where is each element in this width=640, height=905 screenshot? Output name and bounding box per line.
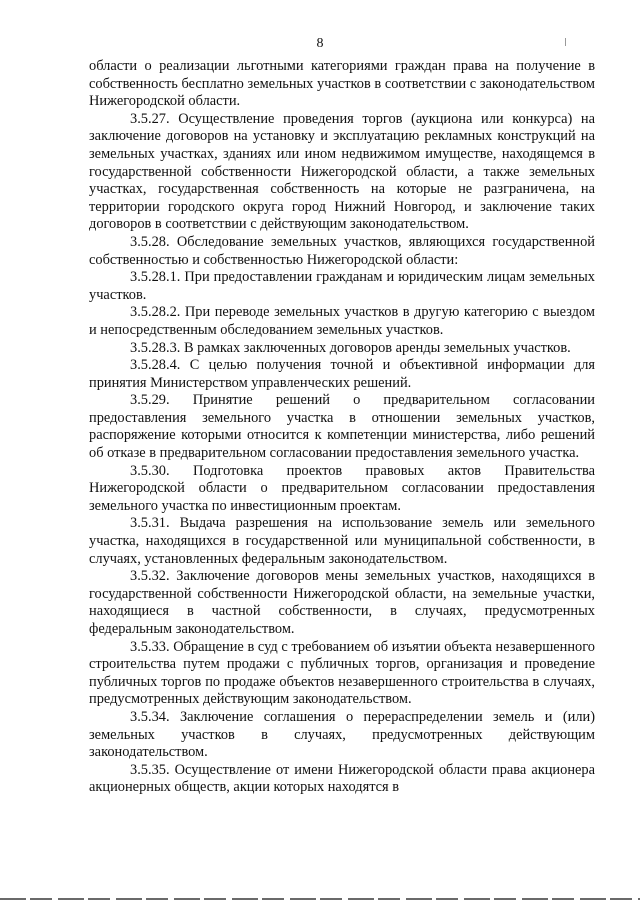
paragraph: 3.5.35. Осуществление от имени Нижегородской области права акционера акционерных обществ, акции которых находятся в [89,761,595,796]
paragraph: 3.5.28.1. При предоставлении гражданам и юридическим лицам земельных участков. [89,269,595,303]
scan-edge-line [0,898,640,900]
paragraph: 3.5.29. Принятие решений о предварительном согласовании предоставления земельного участка в отношении земельных участков, распоряжение которыми относится к компетенции министерства, либо решений об отказе в предварительном согласовании предоставления земельного участка. [89,392,595,462]
paragraph: 3.5.33. Обращение в суд с требованием об изъятии объекта незавершенного строительства путем продажи с публичных торгов, организация и проведение публичных торгов по продаже объектов незавершенного строительства в случаях, предусмотренных действующим законодательством. [89,638,595,708]
paragraph: 3.5.30. Подготовка проектов правовых актов Правительства Нижегородской области о предварительном согласовании предоставления земельного участка по инвестиционным проектам. [89,462,595,514]
paragraph: 3.5.28.3. В рамках заключенных договоров аренды земельных участков. [130,339,571,356]
paragraph: 3.5.32. Заключение договоров мены земельных участков, находящихся в государственной собственности Нижегородской области, на земельные участки, находящиеся в частной собственности, в случаях, предусмотренных федеральным законодательством. [89,568,595,637]
paragraph: 3.5.27. Осуществление проведения торгов (аукциона или конкурса) на заключение договоров на установку и эксплуатацию рекламных конструкций на земельных участках, зданиях или ином недвижимом имуществе, находящемся в государственной собственности Нижегородской области, а также земельных участках, государственная собственность на которые не разграничена, на территории городского округа город Нижний Новгород, и заключение таких договоров в соответствии с действующим законодательством. [89,110,595,233]
corner-mark [565,38,566,46]
paragraph: 3.5.28.2. При переводе земельных участков в другую категорию с выездом и непосредственным обследованием земельных участков. [89,304,595,338]
paragraph: области о реализации льготными категориями граждан права на получение в собственность бесплатно земельных участков в соответствии с законодательством Нижегородской области. [89,58,595,110]
page-number: 8 [316,36,324,51]
paragraph: 3.5.28. Обследование земельных участков, являющихся государственной собственностью и собственностью Нижегородской области: [89,233,595,268]
paragraph: 3.5.31. Выдача разрешения на использование земель или земельного участка, находящихся в государственной или муниципальной собственности, в случаях, установленных федеральным законодательством. [89,515,595,567]
paragraph: 3.5.28.4. С целью получения точной и объективной информации для принятия Министерством управленческих решений. [89,357,595,391]
document-body [89,58,595,797]
paragraph: 3.5.34. Заключение соглашения о перераспределении земель и (или) земельных участков в случаях, предусмотренных действующим законодательством. [89,708,595,761]
